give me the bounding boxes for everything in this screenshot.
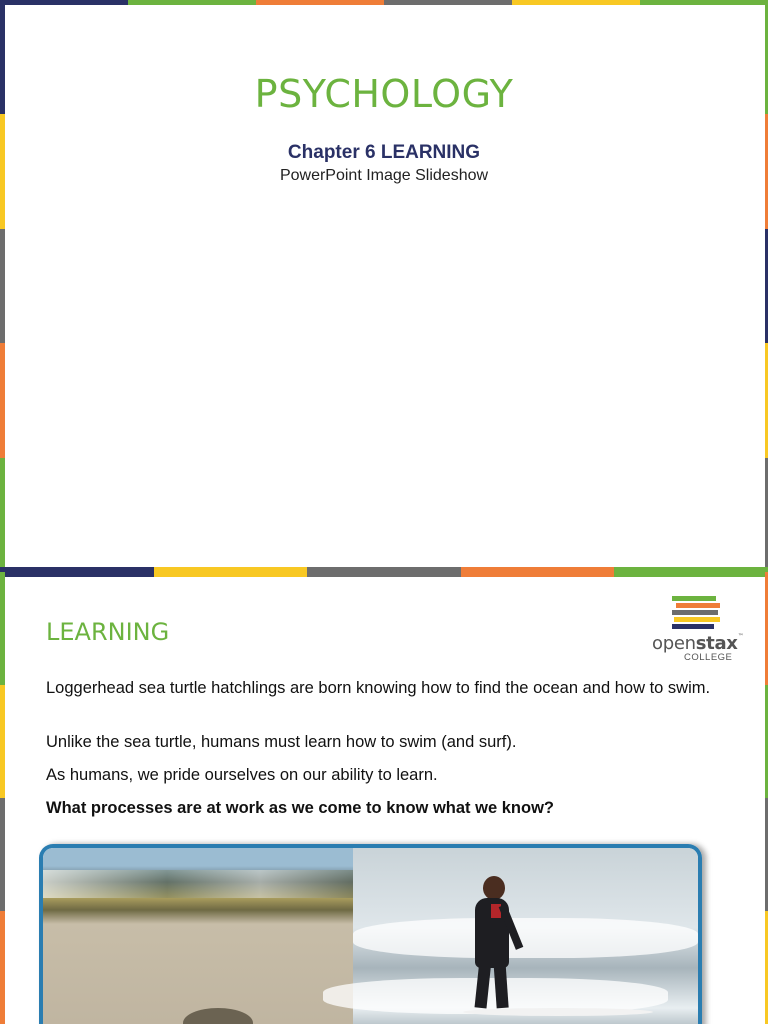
- surfboard-icon: [463, 1008, 653, 1016]
- logo-stripe-icon: [672, 610, 718, 615]
- openstax-logo: [650, 594, 750, 664]
- surfer-head-icon: [483, 876, 505, 900]
- paragraph-pride: As humans, we pride ourselves on our ability to learn.: [46, 766, 438, 784]
- slide-top-border: [0, 572, 768, 577]
- learning-slide: [0, 572, 768, 1024]
- paragraph-question: What processes are at work as we come to know what we know?: [46, 799, 554, 817]
- slide-top-border: [0, 0, 768, 5]
- slide-title: LEARNING: [46, 618, 170, 646]
- slide-title: PSYCHOLOGY: [254, 72, 514, 116]
- turtle-icon: [183, 1008, 253, 1024]
- slideshow-subtitle: PowerPoint Image Slideshow: [279, 167, 489, 184]
- logo-stripe-icon: [676, 603, 720, 608]
- sea-turtle-photo: [43, 848, 353, 1024]
- photo-frame: [39, 844, 702, 1024]
- logo-stripe-icon: [672, 596, 716, 601]
- logo-stripe-icon: [674, 617, 720, 622]
- paragraph-humans: Unlike the sea turtle, humans must learn how to swim (and surf).: [46, 733, 517, 751]
- slide-left-border: [0, 572, 5, 1024]
- surfer-photo: [353, 848, 698, 1024]
- logo-college: COLLEGE: [684, 652, 733, 663]
- logo-wordmark: openstax™: [652, 633, 744, 654]
- wave-shape: [43, 870, 353, 898]
- paragraph-turtles: Loggerhead sea turtle hatchlings are born knowing how to find the ocean and how to swim.: [46, 679, 711, 697]
- chapter-title: Chapter 6 LEARNING: [287, 142, 481, 163]
- foam-shape: [353, 918, 698, 958]
- logo-stripe-icon: [672, 624, 714, 629]
